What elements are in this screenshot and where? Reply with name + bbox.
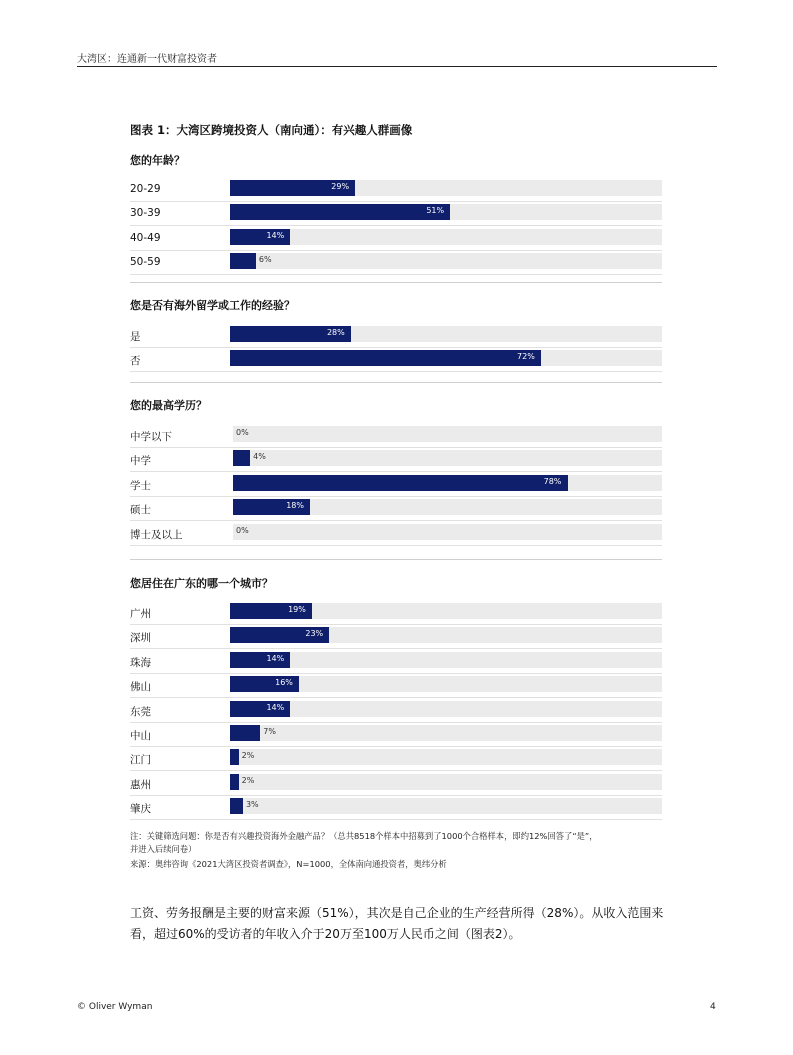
value-label: 14% <box>266 702 285 712</box>
bar <box>230 204 450 220</box>
question-title: 您是否有海外留学或工作的经验？ <box>130 299 295 312</box>
question-title: 您的年龄？ <box>130 154 185 167</box>
value-label: 3% <box>245 800 259 810</box>
value-label: 18% <box>286 501 304 511</box>
footer-copyright: © Oliver Wyman <box>77 1002 153 1012</box>
page-number: 4 <box>710 1002 716 1012</box>
value-label: 6% <box>258 255 272 265</box>
bar-row <box>130 251 662 275</box>
category-label: 江门 <box>130 754 151 767</box>
bar <box>230 749 239 765</box>
bar-track <box>230 326 662 342</box>
bar-row <box>130 497 662 521</box>
bar-track <box>230 253 662 269</box>
bar-row <box>130 747 662 771</box>
value-label: 78% <box>543 476 562 486</box>
bar <box>230 350 541 366</box>
figure-title: 图表 1：大湾区跨境投资人（南向通）：有兴趣人群画像 <box>130 123 413 137</box>
bar-track <box>230 350 662 366</box>
bar-row <box>130 699 662 723</box>
category-label: 中山 <box>130 730 151 742</box>
bar-row <box>130 723 662 747</box>
bar-track <box>230 676 662 692</box>
bar-row <box>130 522 662 546</box>
category-label: 深圳 <box>130 632 151 645</box>
value-label: 0% <box>236 525 249 535</box>
bar-track <box>230 180 662 196</box>
question-title: 您的最高学历？ <box>130 399 207 412</box>
category-label: 肇庆 <box>130 803 151 816</box>
category-label: 40-49 <box>130 231 161 244</box>
bar-track <box>233 450 662 466</box>
bar-track <box>233 524 662 540</box>
category-label: 中学以下 <box>130 431 172 443</box>
bar-row <box>130 473 662 497</box>
value-label: 14% <box>266 653 285 663</box>
value-label: 7% <box>263 727 276 736</box>
value-label: 0% <box>236 428 249 437</box>
row-separator <box>130 274 662 275</box>
bar-row <box>130 650 662 674</box>
bar-row <box>130 625 662 649</box>
bar-track <box>230 603 662 619</box>
category-label: 否 <box>130 355 141 368</box>
question-title: 您居住在广东的哪一个城市？ <box>130 577 273 590</box>
category-label: 学士 <box>130 479 151 492</box>
category-label: 硕士 <box>130 504 151 517</box>
bar-row <box>130 674 662 698</box>
header-rule <box>77 66 717 67</box>
bar-track <box>230 229 662 245</box>
bar <box>230 798 243 814</box>
value-label: 29% <box>331 182 350 191</box>
category-label: 30-39 <box>130 207 161 220</box>
bar-track <box>233 475 662 491</box>
bar-track <box>230 204 662 220</box>
bar-row <box>130 202 662 226</box>
value-label: 2% <box>241 751 255 761</box>
bar-track <box>230 798 662 814</box>
value-label: 4% <box>253 452 266 462</box>
bar-track <box>233 499 662 515</box>
value-label: 16% <box>275 678 293 688</box>
value-label: 28% <box>326 328 345 337</box>
bar <box>230 725 260 741</box>
category-label: 珠海 <box>130 656 151 669</box>
bar-row <box>130 772 662 796</box>
category-label: 惠州 <box>130 778 151 791</box>
bar-track <box>230 725 662 741</box>
bar-row <box>130 796 662 820</box>
category-label: 广州 <box>130 608 151 620</box>
bar-row <box>130 227 662 251</box>
row-separator <box>130 371 662 372</box>
bar-row <box>130 178 662 202</box>
bar-row <box>130 424 662 448</box>
bar-track <box>230 701 662 717</box>
bar-track <box>230 774 662 790</box>
note-line-1: 注：关键筛选问题：你是否有兴趣投资海外金融产品？（总共8518个样本中招募到了1000个合格样本，即约12%回答了“是”， <box>130 831 598 841</box>
note-line-2: 并进入后续问卷） <box>130 844 197 854</box>
bar <box>233 450 250 466</box>
value-label: 23% <box>305 629 324 639</box>
section-divider <box>130 559 662 560</box>
body-paragraph: 工资、劳务报酬是主要的财富来源（51%），其次是自己企业的生产经营所得（28%）。从收入范围来看，超过60%的受访者的年收入介于20万至100万人民币之间（图表2）。 <box>130 906 664 941</box>
section-divider <box>130 382 662 383</box>
category-label: 东莞 <box>130 705 151 718</box>
source-note: 来源：奥纬咨询《2021大湾区投资者调查》，N=1000，全体南向通投资者，奥纬分析 <box>130 859 447 869</box>
category-label: 50-59 <box>130 256 161 269</box>
bar-row <box>130 448 662 472</box>
bar-row <box>130 324 662 348</box>
section-divider <box>130 282 662 283</box>
category-label: 是 <box>130 331 141 343</box>
value-label: 14% <box>266 230 285 240</box>
category-label: 中学 <box>130 455 151 468</box>
bar-track <box>230 627 662 643</box>
value-label: 51% <box>426 206 445 216</box>
category-label: 20-29 <box>130 183 161 195</box>
row-separator <box>130 545 662 546</box>
bar <box>230 253 256 269</box>
header-title: 大湾区：连通新一代财富投资者 <box>77 54 217 65</box>
bar-row <box>130 348 662 372</box>
value-label: 2% <box>241 775 255 785</box>
bar <box>233 475 568 491</box>
value-label: 19% <box>288 605 306 614</box>
bar-track <box>230 652 662 668</box>
category-label: 佛山 <box>130 681 151 694</box>
category-label: 博士及以上 <box>130 528 183 541</box>
value-label: 72% <box>517 352 535 362</box>
bar-track <box>230 749 662 765</box>
bar-track <box>233 426 662 442</box>
bar <box>230 774 239 790</box>
row-separator <box>130 819 662 820</box>
bar-row <box>130 601 662 625</box>
